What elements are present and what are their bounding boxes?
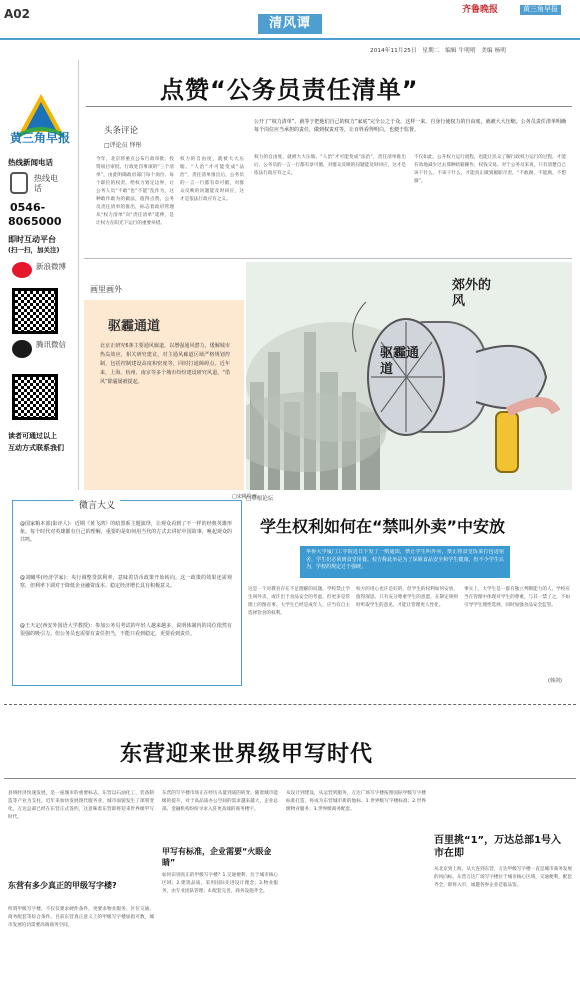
article1-col3: 不仅如此，公开权力运行流程，也能让民众了解行政权力运行的过程，才能有效地减少过去那种暗箱操作、权钱交易。对于公务员来说，只有清楚自己该干什么、不该干什么，才能真正做到履职尽责，“不敢腐、不能腐、不想腐”。 bbox=[414, 155, 566, 184]
platform-title: 即时互动平台 bbox=[8, 235, 56, 244]
sidebar-footer-1: 读者可通过以上 bbox=[8, 432, 57, 440]
article1-col2: 权力的自由度，就被大大压缩。“人治”才可能变成“法治”，责任清单推出后，公务员的一言一行都有章可循，对群众反映的问题能及时回应，这才是依法行政应有之义。 bbox=[254, 155, 406, 176]
article2-lead-box bbox=[300, 546, 510, 578]
weibo-icon bbox=[12, 262, 32, 278]
headline-rule bbox=[86, 106, 572, 107]
article3-top-rule bbox=[4, 704, 576, 705]
cartoon-label-channel: 驱霾通道 bbox=[380, 346, 420, 377]
article3-col2: 东营的写字楼市场正在经历从量到质的转变。随着城市能级的提升，对于高品质办公空间的需求越来越大，企业总部、金融机构纷纷寻求入驻更高端的商务楼宇。 bbox=[162, 791, 278, 812]
article3-col3: 从设计到建设，从运营到服务，万达广场写字楼按照国际甲级写字楼标准打造，将成为东营城市新的地标。1.世界级写字楼标准；2.世界级物业服务；3.世界级商务配套。 bbox=[286, 791, 426, 812]
tencent-label: 腾讯微信 bbox=[36, 340, 66, 349]
article2-author: (韩剑) bbox=[548, 678, 562, 684]
weibo-post-1: @国家粮本部(影评人)：近期《黄飞鸿》的暗黑系主题演绎，让观众看到了不一样的经典英雄形象。每个时代对英雄都有自己的理解，重要的是如何用当代的方式去讲好中国故事，唤起观众的共鸣。 bbox=[20, 521, 232, 543]
page-code: A02 bbox=[4, 7, 30, 21]
article2-lead: 华侨大学厦门工学院近日下发了一则通知，禁止学生叫外卖，禁止将食堂饭菜打包进宿舍，学生们必须到食堂用餐。校方称此举是为了保障食品安全和学生健康，但不少学生认为，学校的规定过于强硬。 bbox=[306, 549, 504, 570]
phone-area: 0546- bbox=[10, 201, 46, 214]
hotline-label: 热线电话 bbox=[34, 174, 58, 193]
wechat-icon bbox=[12, 340, 32, 358]
cartoon-title: 驱霾通道 bbox=[108, 319, 161, 334]
article3-col1b: 所谓甲级写字楼，不仅仅要求硬件条件，更要求物业服务、区位交通、商务配套等综合条件。目前东营真正意义上的甲级写字楼屈指可数，城市发展迫切需要高端商务空间。 bbox=[8, 907, 154, 928]
phone-icon bbox=[10, 172, 28, 194]
article2-section-tag: □草根论坛 bbox=[246, 496, 274, 502]
article3-headline: 东营迎来世界级甲写时代 bbox=[120, 742, 374, 767]
article1-col1b: 权力的自由度，就被大大压缩。“人治”才可能变成“法治”，责任清单推出后，公务员的一言一行都有章可循，对群众反映的问题能及时回应，这才是依法行政应有之义。 bbox=[180, 157, 244, 202]
article2-col2: 校方的用心也许是好的，但学生的权利如何安放，值得深思。只有充分尊重学生的意愿，在制定规则时听取学生的意见，才能让管理更人性化。 bbox=[356, 587, 458, 608]
article2-col3: 事实上，大学生是一群有独立判断能力的人，学校应当在管理中体现对学生的尊重，与其一禁了之，不如引导学生理性选择，同时加强食品安全监管。 bbox=[464, 587, 570, 608]
sidebar-footer-2: 互动方式联系我们 bbox=[8, 444, 64, 452]
issue-meta: 2014年11月25日 星期二 编辑 牛明明 美编 杨明 bbox=[370, 48, 507, 54]
section-tab: 清风谭 bbox=[258, 14, 322, 34]
sidebar-logo-text: 黄三角早报 bbox=[10, 131, 71, 145]
sidebar-divider bbox=[78, 60, 79, 490]
article3-subhead-1: 东营有多少真正的甲级写字楼? bbox=[8, 881, 117, 890]
cartoon-label-wind: 郊外的风 bbox=[452, 278, 492, 309]
article1-col1: 今年，北京将重点公布行政审批、投资项目审批、行政处罚事项的“三个清单”，由此明确政府部门每个岗位、每个职位的权责。给权力划定边界，让公务人员“不敢”也“不能”乱作为，这种敢作敢为的做法，值得点赞。公务员责任清单的推出，标志着政府管理从“权力清单”向“责任清单”延伸，是让权力在阳光下运行的重要举措。 bbox=[96, 157, 174, 226]
paper-brand: 齐鲁晚报 bbox=[462, 5, 499, 15]
article1-column-label: 头条评论 bbox=[104, 126, 139, 136]
article2-headline: 学生权利如何在“禁叫外卖”中安放 bbox=[260, 517, 506, 536]
article3-headline-rule bbox=[4, 778, 576, 779]
paper-sub-brand: 黄三角早报 bbox=[520, 5, 561, 15]
article3-col1: 县域经济快速发展，是一座城市的重要标志。东营以石油化工、装备制造等产业为支柱，近年来加快发展现代服务业，城市面貌发生了深刻变化。万达总部已经在东营正式签约，这意味着东营即将迎来世界级甲写时代。 bbox=[8, 791, 154, 820]
phone-number: 8065000 bbox=[8, 215, 62, 228]
weibo-post-2: @刘曦华(经济学家)：央行调整贷款利率，意味着货币政策开始转向。这一政策的效果还需观察，但利率下调对于降低企业融资成本、稳定经济增长具有积极意义。 bbox=[20, 575, 232, 589]
weibo-box-title: 微言大义 bbox=[74, 500, 120, 513]
article1-author: □评论员 怿彤 bbox=[104, 142, 142, 149]
platform-sub: (扫一扫，加关注) bbox=[8, 246, 60, 254]
article3-col4: 从北京到上海，从大连到东营，万达甲级写字楼一直是城市商务发展的风向标。东营万达广场写字楼位于城市核心区域，交通便利，配套齐全，即将入市，诚邀各界企业莅临品鉴。 bbox=[434, 867, 572, 888]
cartoon-caption: 北京正研究6条主要通风廊道，以增强通风潜力，缓解城市热岛效应，相关研究建议，对主通风廊道区域严格规划控制，包括控制建设高度和密度等，同时打通障碍点。近年来，上海、杭州、南京等多个城市纷纷建设研究风道，“借风”除霾屡被提起。 bbox=[100, 343, 230, 385]
article2-col1: 这是一个对教育存在不足理解的问题。学校禁止学生叫外卖，或许出于食品安全的考虑，但更多是管理上的图省事。大学生已经是成年人，应当有自主选择饮食的权利。 bbox=[248, 587, 350, 616]
article2-tag: □宋桃绘画 bbox=[232, 494, 257, 500]
wechat-qr-code bbox=[12, 374, 58, 420]
article3-subhead-2: 甲写有标准，企业需要“火眼金睛” bbox=[162, 847, 272, 867]
weibo-label: 新浪微博 bbox=[36, 262, 66, 271]
header-divider bbox=[0, 38, 580, 40]
cartoon-top-rule bbox=[84, 258, 572, 259]
hotline-title: 热线新闻电话 bbox=[8, 158, 53, 167]
weibo-qr-code bbox=[12, 288, 58, 334]
article1-lead: 公开了“权力清单”，就等于把他们自己的权力“家底”完全公之于众，这样一来，自身行使权力的自由度，就被大大压缩。公务员责任清单明确每个岗位应当承担的责任，做到权责对等，让百姓看得明白，也便于监督。 bbox=[254, 119, 566, 133]
article1-headline: 点赞“公务员责任清单” bbox=[160, 76, 419, 104]
weibo-post-3: @王天定(西安外国语大学教授)：参加公务员考试的年轻人越来越多，说明体制内的岗位依然有很强的吸引力。但公务员也需要有责任担当，不能只看到稳定，更要看到责任。 bbox=[20, 623, 232, 637]
cartoon-section-label: 画里画外 bbox=[90, 285, 122, 294]
article3-col2b: 如何识别真正的甲级写字楼？1.交通便利，位于城市核心区域；2.建筑品质，采用国际先进设计理念；3.物业服务，由专业团队管理；4.配套完善，商务设施齐全。 bbox=[162, 873, 278, 894]
article3-col4-title: 百里挑“1”，万达总部1号入市在即 bbox=[434, 835, 562, 859]
